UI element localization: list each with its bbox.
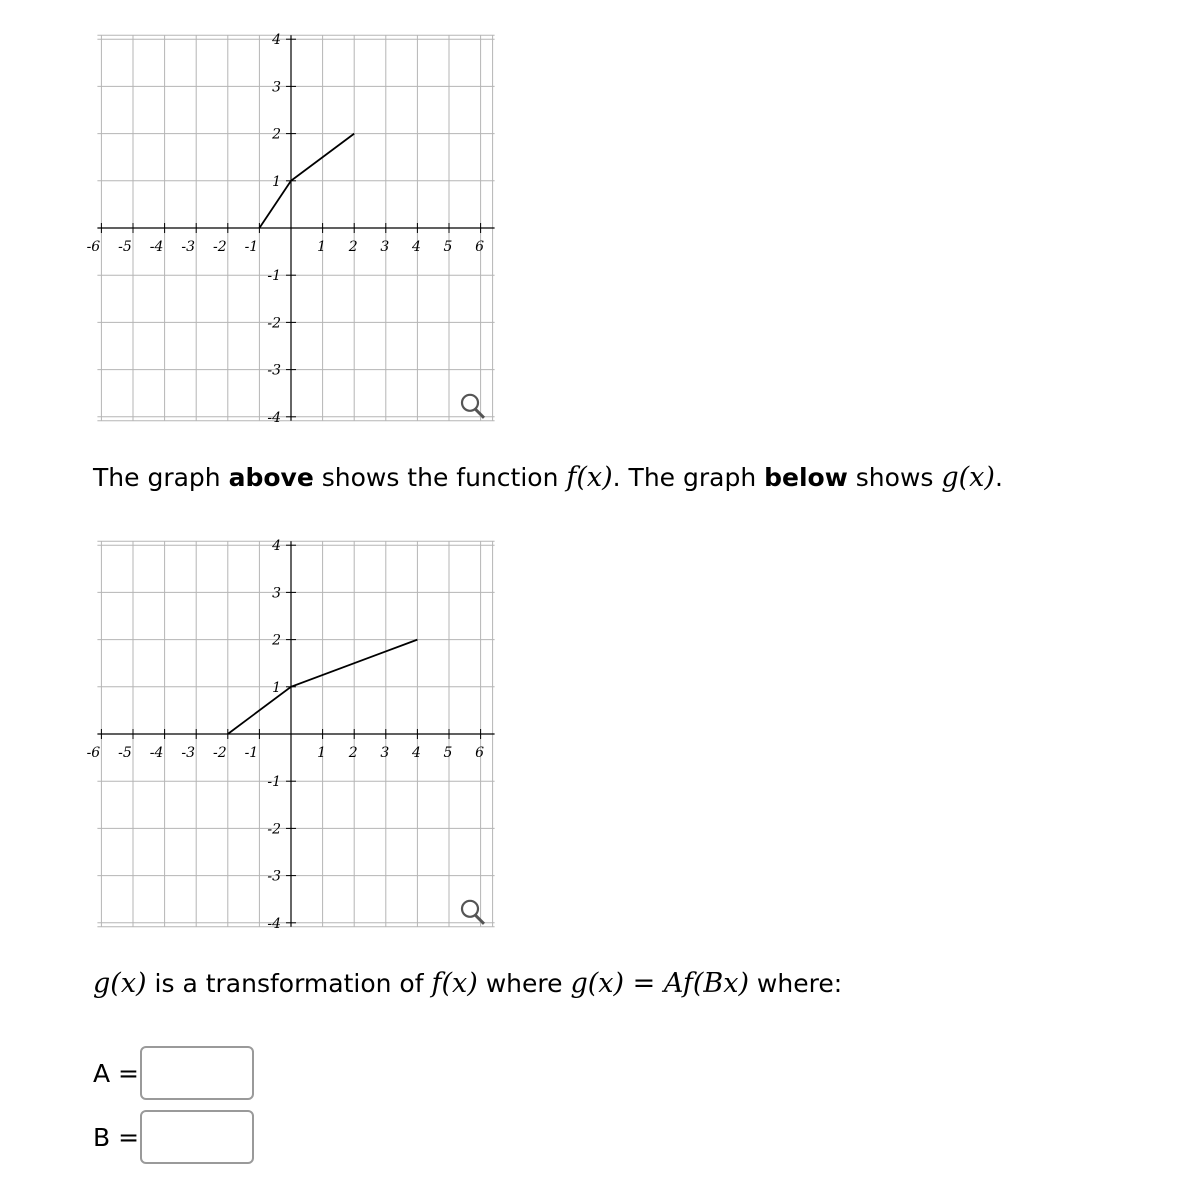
- input-label-b: B =: [93, 1122, 140, 1152]
- answer-row-b: [93, 1107, 254, 1167]
- y-tick-label: 2: [272, 632, 281, 649]
- graph-g-canvas: [0, 526, 520, 966]
- emphasis-above: above: [228, 463, 314, 492]
- emphasis-below: below: [764, 463, 848, 492]
- input-label-a: A =: [93, 1058, 139, 1088]
- y-tick-label: 3: [272, 585, 281, 602]
- x-tick-label: -2: [212, 745, 227, 761]
- y-tick-label: 2: [272, 126, 281, 143]
- x-tick-label: -6: [86, 239, 101, 255]
- x-tick-label: 5: [443, 239, 453, 255]
- x-tick-label: 1: [317, 239, 327, 255]
- answer-row-a: [93, 1043, 254, 1103]
- text-segment: where: [477, 969, 571, 998]
- y-tick-label: -1: [267, 268, 281, 285]
- x-tick-label: 6: [475, 745, 485, 761]
- x-tick-label: -4: [149, 745, 164, 761]
- y-tick-label: -2: [267, 315, 281, 332]
- x-tick-label: -4: [149, 239, 164, 255]
- y-tick-label: 1: [272, 173, 281, 190]
- graph-f: [0, 20, 520, 460]
- y-tick-label: 3: [272, 79, 281, 96]
- math-f-of-x: f(x): [431, 968, 478, 999]
- y-tick-label: -4: [267, 915, 281, 932]
- y-tick-label: -3: [267, 362, 281, 379]
- y-tick-label: -2: [267, 821, 281, 838]
- text-segment: is a transformation of: [146, 969, 432, 998]
- x-tick-label: -3: [181, 745, 196, 761]
- x-tick-label: -1: [244, 239, 259, 255]
- graph-f-canvas: [0, 20, 520, 460]
- x-tick-label: -6: [86, 745, 101, 761]
- text-segment: .: [994, 463, 1003, 492]
- math-g-of-x: g(x): [93, 968, 147, 999]
- y-tick-label: 4: [272, 538, 281, 555]
- x-tick-label: -1: [244, 745, 259, 761]
- text-segment: shows the function: [313, 463, 567, 492]
- input-b[interactable]: [140, 1110, 254, 1164]
- transformation-sentence: [93, 968, 842, 999]
- y-tick-label: 4: [272, 32, 281, 49]
- x-tick-label: 3: [380, 745, 390, 761]
- text-segment: where:: [748, 969, 843, 998]
- math-g-of-x: g(x): [570, 968, 625, 999]
- y-tick-label: -4: [267, 409, 281, 426]
- x-tick-label: 4: [411, 745, 421, 761]
- x-tick-label: 1: [317, 745, 327, 761]
- math-g-of-x: g(x): [941, 462, 995, 493]
- x-tick-label: -2: [212, 239, 227, 255]
- y-tick-label: 1: [272, 679, 281, 696]
- x-tick-label: 4: [411, 239, 421, 255]
- input-a[interactable]: [140, 1046, 254, 1100]
- graph-g: [0, 526, 520, 966]
- text-segment: shows: [847, 463, 942, 492]
- x-tick-label: 2: [348, 745, 358, 761]
- x-tick-label: 3: [380, 239, 390, 255]
- math-af-bx: Af(Bx): [663, 968, 749, 999]
- y-tick-label: -1: [267, 774, 281, 791]
- y-tick-label: -3: [267, 868, 281, 885]
- math-f-of-x: f(x): [566, 462, 613, 493]
- text-segment: . The graph: [612, 463, 765, 492]
- x-tick-label: 2: [348, 239, 358, 255]
- x-tick-label: -5: [118, 239, 132, 255]
- x-tick-label: 5: [443, 745, 453, 761]
- x-tick-label: -3: [181, 239, 196, 255]
- text-segment: The graph: [93, 463, 229, 492]
- x-tick-label: 6: [475, 239, 485, 255]
- x-tick-label: -5: [118, 745, 132, 761]
- description-sentence: [93, 462, 1003, 493]
- math-equals: =: [624, 968, 664, 999]
